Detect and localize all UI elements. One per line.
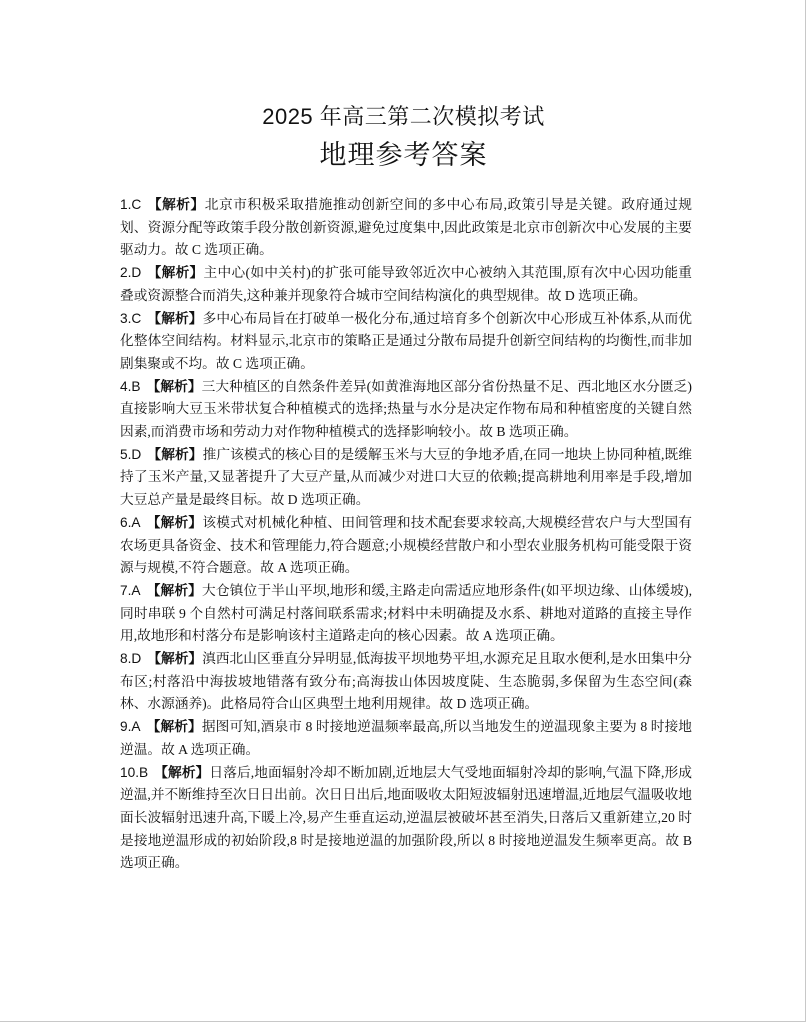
analysis-tag: 【解析】 [146,514,203,530]
analysis-tag: 【解析】 [147,446,203,462]
answer-number: 9.A [120,719,141,735]
answer-number: 4.B [120,378,141,394]
answer-text: 该模式对机械化种植、田间管理和技术配套要求较高,大规模经营农户与大型国有农场更具备资金、技术和管理能力,符合题意;小规模经营散户和小型农业服务机构可能受限于资源与规模,不符合题意。故 A 选项正确。 [120,514,692,576]
answer-text: 推广该模式的核心目的是缓解玉米与大豆的争地矛盾,在同一地块上协同种植,既维持了玉米产量,又显著提升了大豆产量,从而减少对进口大豆的依赖;提高耕地利用率是手段,增加大豆总产量是最终目标。故 D 选项正确。 [120,446,692,508]
analysis-tag: 【解析】 [146,378,202,394]
analysis-tag: 【解析】 [147,651,203,667]
answer-item-1 [120,194,692,262]
answer-item-8 [120,648,692,716]
analysis-tag: 【解析】 [147,197,205,212]
document-title: 2025 年高三第二次模拟考试 [262,104,545,129]
answer-number: 10.B [120,764,149,780]
answer-number: 1.C [120,197,142,212]
answer-text: 据图可知,酒泉市 8 时接地逆温频率最高,所以当地发生的逆温现象主要为 8 时接地逆温。故 A 选项正确。 [120,719,692,757]
answer-text: 三大种植区的自然条件差异(如黄淮海地区部分省份热量不足、西北地区水分匮乏)直接影响大豆玉米带状复合种植模式的选择;热量与水分是决定作物布局和种植密度的关键自然因素,而消费市场和劳动力对作物种植模式的选择影响较小。故 B 选项正确。 [120,378,692,440]
analysis-tag: 【解析】 [147,265,204,281]
answer-item-5 [120,444,692,512]
answer-text: 日落后,地面辐射冷却不断加剧,近地层大气受地面辐射冷却的影响,气温下降,形成逆温,并不断维持至次日日出前。次日日出后,地面吸收太阳短波辐射迅速增温,近地层气温吸收地面长波辐射迅速升高,下暖上冷,易产生垂直运动,逆温层被破坏甚至消失,日落后又重新建立,20 时是接地逆温形成的初始阶段,8 时是接地逆温的加强阶段,所以 8 时接地逆温发生频率更高。故 B 选项正确。 [120,764,692,871]
answer-number: 6.A [120,514,141,530]
answer-item-9 [120,716,692,761]
document-subtitle: 地理参考答案 [319,140,488,170]
answer-item-6 [120,512,692,580]
answer-item-2 [120,262,692,307]
answer-list [120,194,692,875]
answer-item-4 [120,376,692,444]
answer-number: 5.D [120,446,142,462]
answer-text: 大仓镇位于半山平坝,地形和缓,主路走向需适应地形条件(如平坝边缘、山体缓坡),同时串联 9 个自然村可满足村落间联系需求;材料中未明确提及水系、耕地对道路的直接主导作用,故地形和村落分布是影响该村主道路走向的核心因素。故 A 选项正确。 [120,582,692,644]
answer-item-3 [120,308,692,376]
answer-item-10 [120,762,692,876]
analysis-tag: 【解析】 [146,719,202,735]
answer-text: 主中心(如中关村)的扩张可能导致邻近次中心被纳入其范围,原有次中心因功能重叠或资源整合而消失,这种兼并现象符合城市空间结构演化的典型规律。故 D 选项正确。 [120,265,692,303]
answer-text: 多中心布局旨在打破单一极化分布,通过培育多个创新次中心形成互补体系,从而优化整体空间结构。材料显示,北京市的策略正是通过分散布局提升创新空间结构的均衡性,而非加剧集聚或不均。故 C 选项正确。 [120,310,692,371]
answer-number: 8.D [120,651,142,667]
answer-number: 2.D [120,265,142,281]
answer-text: 北京市积极采取措施推动创新空间的多中心布局,政策引导是关键。政府通过规划、资源分配等政策手段分散创新资源,避免过度集中,因此政策是北京市创新次中心发展的主要驱动力。故 C 选项正确。 [120,197,692,258]
answer-item-7 [120,580,692,648]
answer-number: 7.A [120,582,141,598]
answer-number: 3.C [120,310,142,326]
answer-text: 滇西北山区垂直分异明显,低海拔平坝地势平坦,水源充足且取水便利,是水田集中分布区;村落沿中海拔坡地错落有致分布;高海拔山体因坡度陡、生态脆弱,多保留为生态空间(森林、水源涵养)。此格局符合山区典型土地利用规律。故 D 选项正确。 [120,651,692,712]
analysis-tag: 【解析】 [154,764,210,780]
analysis-tag: 【解析】 [146,582,203,598]
analysis-tag: 【解析】 [147,310,203,326]
